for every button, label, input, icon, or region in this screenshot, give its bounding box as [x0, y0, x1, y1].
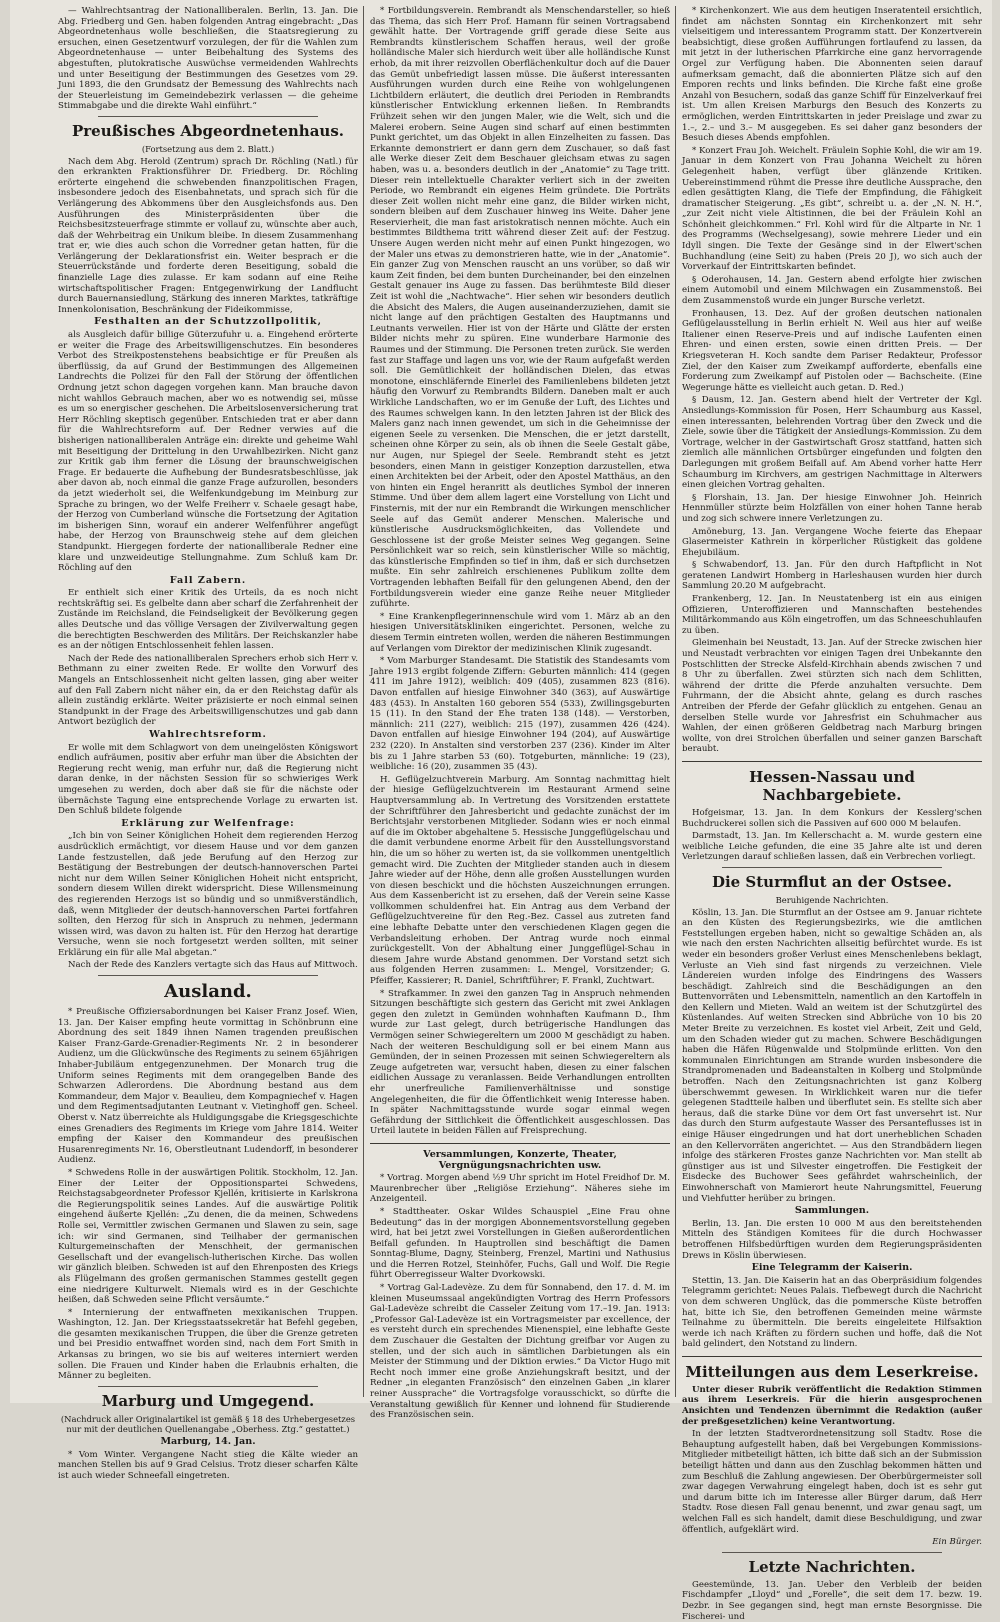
article-paragraph: Darmstadt, 13. Jan. Im Kellerschacht a. M. wurde gestern eine weibliche Leiche gefunden, die eine 35 Jahre alte ist und deren Verletzungen darauf schließen lassen, daß ein Verbrechen vorliegt.	[682, 831, 982, 863]
article-paragraph: * Preußische Offiziersabordnungen bei Kaiser Franz Josef. Wien, 13. Jan. Der Kaiser empfing heute vormittag in Schönbrunn eine Abordnung des seit 1849 ihnen Namen tragenden preußischen Kaiser Franz-Garde-Grenadier-Regiments Nr. 2 in besonderer Audienz, um die Glückwünsche des Regiments zu seinem 65jährigen Inhaber-Jubiläum entgegenzunehmen. Der Monarch trug die Uniform seines Regiments mit dem orangegelben Bande des Schwarzen Adlerordens. Die Abordnung bestand aus dem Kommandeur, dem Major v. Beaulieu, dem Kompagniechef v. Hagen und dem Regimentsadjutanten Leutnant v. Vietinghoff gen. Scheel. Oberst v. Natz überreichte als Huldigungsgabe die Kriegsgeschichte eines Grenadiers des Regiments im Kriege vom Jahre 1814. Weiter empfing der Kaiser den Kommandeur des preußischen Husarenregiments Nr. 16, Oberstleutnant Ludendorff, in besonderer Audienz.	[58, 1007, 358, 1166]
separator	[98, 116, 318, 117]
article-paragraph: Berlin, 13. Jan. Die ersten 10 000 M aus den bereitstehenden Mitteln des Ständigen Komitees für die durch Hochwasser betroffenen Hilfsbedürftigen wurden dem Regierungspräsidenten Drews in Köslin überwiesen.	[682, 1218, 982, 1261]
separator	[370, 1143, 670, 1144]
article-paragraph: Amöneburg, 13. Jan. Vergangene Woche feierte das Ehepaar Glasermeister Kathrein in körperlicher Rüstigkeit das goldene Ehejubiläum.	[682, 526, 982, 558]
separator	[98, 1386, 318, 1387]
article-paragraph: Gleimenhain bei Neustadt, 13. Jan. Auf der Strecke zwischen hier und Neustadt verbrachten vor einigen Tagen drei Unbekannte den Postschlitten der Strecke Alsfeld-Kirchhain abends zwischen 7 und 8 Uhr zu überfallen. Zwei stürzten sich nach dem Schlitten, während der dritte die Pferde anzuhalten versuchte. Dem Fuhrmann, der die Absicht ahnte, gelang es durch rasches Antreiben der Pferde der Gefahr glücklich zu entgehen. Genau an derselben Stelle wurde vor Jahresfrist ein Schuhmacher aus Wahlen, der einen größeren Geldbetrag nach Marburg bringen wollte, von drei Strolchen überfallen und seiner ganzen Barschaft beraubt.	[682, 638, 982, 755]
column-1	[58, 6, 358, 1481]
article-wahlrechtsantrag: — Wahlrechtsantrag der Nationalliberalen. Berlin, 13. Jan. Die Abg. Friedberg und Gen. haben folgenden Antrag eingebracht: „Das Abgeordnetenhaus wolle beschließen, die Staatsregierung zu ersuchen, einen Gesetzentwurf vorzulegen, der für die Wahlen zum Abgeordnetenhause — unter Beibehaltung des Systems des abgestuften, plutokratische Auswüchse vermeidenden Wahlrechts und unter Beseitigung der Bestimmungen des Gesetzes vom 29. Juni 1893, die den Grundsatz der Bemessung des Wahlrechts nach der Steuerleistung im Gemeindebezirk verlassen — die geheime Stimmabgabe und die direkte Wahl einführt.“	[58, 6, 358, 112]
article-paragraph: Nach der Rede des Kanzlers vertagte sich das Haus auf Mittwoch.	[68, 960, 358, 971]
section-subheading: Beruhigende Nachrichten.	[775, 894, 889, 905]
inline-heading: Sammlungen.	[794, 1205, 870, 1217]
section-subheading: (Nachdruck aller Originalartikel ist gemäß § 18 des Urhebergesetzes nur mit der deutlichen Quellenangabe „Oberhess. Ztg.“ gestattet.)	[60, 1413, 356, 1435]
article-paragraph: § Florshain, 13. Jan. Der hiesige Einwohner Joh. Heinrich Hennmüller stürzte beim Holzfällen von einer hohen Tanne herab und zog sich schwere innere Verletzungen zu.	[682, 492, 982, 524]
article-paragraph: § Oderohausen, 14. Jan. Gestern abend erfolgte hier zwischen einem Automobil und einem Milchwagen ein Zusammenstoß. Bei dem Zusammenstoß wurde ein junger Bursche verletzt.	[682, 274, 982, 307]
inline-heading: Erklärung zur Welfenfrage:	[121, 817, 295, 829]
article-paragraph: Köslin, 13. Jan. Die Sturmflut an der Ostsee am 9. Januar richtete an den Küsten des Regierungsbezirks, wie die amtlichen Feststellungen ergeben haben, nicht so gewaltige Schäden an, als wie nach den ersten Nachrichten allseitig befürchtet wurde. Es ist weder ein besonders großer Verlust eines Menschenlebens beklagt, Verluste an Vieh sind fast nirgends zu verzeichnen. Viele Ländereien wurden infolge des Eindringens des Wassers beschädigt. Zahlreich sind die Beschädigungen an den Buttenvorräten und Lebensmitteln, namentlich an den Kartoffeln in den Kellern und Mieten. Wald an weitem ist der Schutzgürtel des Küstenlandes. Auf weiten Strecken sind Abbrüche von 10 bis 20 Meter Breite zu verzeichnen. Es kostet viel Arbeit, Zeit und Geld, um den Schaden wieder gut zu machen. Schwere Beschädigungen haben die Häfen Rügenwalde und Stolpmünde erlitten. Von den kommunalen Einrichtungen am Strande wurden insbesondere die Strandpromenaden und Badeanstalten in Kolberg und Stolpmünde betroffen. Nach den Zeitungsnachrichten ist ganz Kolberg überschwemmt gewesen. In Wirklichkeit waren nur die tiefer gelegenen Stadtteile halben und überflutet sein. Es stellte sich aber heraus, daß die starke Düne vor dem Ort fast unversehrt ist. Nur das durch den Sturm aufgestaute Wasser des Persanteflusses ist in einige Häuser eingedrungen und hat dort unerheblichen Schaden an den Kellervorräten angerichtet. — Aus den Strandbädern liegen infolge des stärkeren Frostes ganze Nachrichten vor. Man stellt ab günstiger aus ist und Silvester eingetroffen. Die Festigkeit der Eisdecke des Buchower Sees gefährdet wahrscheinlich, der Einwohnerschaft von Mamierort heute Nahrungsmittel, Feuerung und Viehfutter herüber zu bringen.	[682, 907, 982, 1204]
inline-heading: Wahlrechtsreform.	[149, 729, 267, 740]
separator	[98, 975, 318, 976]
article-paragraph: Nach der Rede des nationalliberalen Sprechers erhob sich Herr v. Bethmann zu einer zweiten Rede. Er wollte den Vorwurf des Mangels an Entschlossenheit nicht gelten lassen, ging aber weiter auf den Fall Zabern nicht näher ein, da er den Reichstag dafür als allein zuständig erklärte. Weiter präzisierte er noch einmal seinen Standpunkt in der Frage des Arbeitswilligenschutzes und gab dann Antwort bezüglich der	[58, 653, 358, 728]
section-subheading: (Fortsetzung aus dem 2. Blatt.)	[141, 143, 275, 154]
section-heading-letzte-nachrichten: Letzte Nachrichten.	[748, 1557, 916, 1576]
article-paragraph: Hofgeismar, 13. Jan. In dem Konkurs der Kesslerg'schen Buchdruckerei sollen sich die Passiven auf 600 000 M belaufen.	[682, 807, 982, 829]
article-paragraph: H. Geflügelzuchtverein Marburg. Am Sonntag nachmittag hielt der hiesige Geflügelzuchtverein im Restaurant Armend seine Hauptversammlung ab. In Vertretung des Vorsitzenden erstattete der Schriftführer den Jahresbericht und gedachte zunächst der im Berichtsjahr verstorbenen Mitglieder. Sodann wies er noch einmal auf die im Oktober abgehaltene 5. Hessische Junggeflügelschau und die damit verbundene enorme Arbeit für den Ausstellungsvorstand hin, die um so höher zu werten ist, da sie vollkommen unentgeltlich gemacht wird. Die Zuchten der Mitglieder standen auch in diesem Jahre wieder auf der Höhe, denn alle großen Ausstellungen wurden von diesen beschickt und die höchsten Auszeichnungen errungen. Aus dem Kassenbericht ist zu ersehen, daß der Verein seine Kasse vollkommen schuldenfrei hat. Ein Antrag aus dem Verband der Geflügelzuchtvereine für den Reg.-Bez. Cassel aus zutreten fand eine lebhafte Debatte unter den verschiedenen Klagen gegen die Verbandsleitung erhoben. Der Antrag wurde noch einmal zurückgestellt. Von der Abhaltung einer Junggeflügel-Schau in diesem Jahre wurde Abstand genommen. Der Vorstand setzt sich aus folgenden Herren zusammen: L. Mengel, Vorsitzender; G. Pfeiffer, Kassierer; R. Daniel, Schriftführer; F. Frankl, Zuchtwart.	[370, 774, 670, 987]
separator	[722, 867, 942, 868]
signature: Ein Bürger.	[932, 1537, 982, 1548]
article-paragraph: * Konzert Frau Joh. Weichelt. Fräulein Sophie Kohl, die wir am 19. Januar in dem Konzert von Frau Johanna Weichelt zu hören Gelegenheit haben, verfügt über glänzende Kritiken. Uebereinstimmend rühmt die Presse ihre deutliche Aussprache, den edlen gesättigten Klang, die Tiefe der Empfindung, die Fähigkeit dramatischer Steigerung. „Es gibt“, schreibt u. a. der „N. N. H.“, „zur Zeit nicht viele Altistinnen, die bei der Fräulein Kohl an Schönheit gleichkommen.“ Frl. Kohl wird für die Altparte in Nr. 1 des Programms (Wechselgesang), sowie mehrere Lieder und ein Idyll singen. Die Texte der Gesänge sind in der Elwert'schen Buchhandlung (eine Seit) zu haben (Preis 20 J), wo sich auch der Vorverkauf der Eintrittskarten befindet.	[682, 145, 983, 273]
section-heading-hessen-nassau: Hessen-Nassau und Nachbargebiete.	[749, 767, 915, 804]
article-paragraph: * Vom Winter. Vergangene Nacht stieg die Kälte wieder an manchen Stellen bis auf 9 Grad Celsius. Trotz dieser scharfen Kälte ist auch wieder Schneefall eingetreten.	[58, 1449, 358, 1481]
newspaper-page	[10, 0, 992, 1622]
section-heading-sturmflut: Die Sturmflut an der Ostsee.	[711, 872, 953, 891]
article-paragraph: * Vortrag Gal-Ladevèze. Zu dem für Sonnabend, den 17. d. M. im kleinen Museumssaal angekündigten Vortrag des Herrn Professors Gal-Ladevèze schreibt die Casseler Zeitung vom 17.–19. Jan. 1913: „Professor Gal-Ladevèze ist ein Vortragsmeister par excellence, der es versteht durch ein sprechendes Mienenspiel, eine lebhafte Geste dem Zuschauer die Gestalten der Dichtung greifbar vor Augen zu stellen, und der sich auch in sämtlichen Darbietungen als ein Meister der Stimmung und der Diktion erwies.“ Da Victor Hugo mit Recht noch immer eine große Anziehungskraft besitzt, und der Redner „in eleganten Französisch“ den einzelnen Gaben „in klarer reiner Aussprache“ die Vortragsfolge vorausschickt, so dürfte die Veranstaltung gewißlich für Kenner und lohnend für Studierende des Französischen sein.	[370, 1283, 670, 1421]
article-kirchenkonzert: * Kirchenkonzert. Wie aus dem heutigen Inseratenteil ersichtlich, findet am nächsten Sonntag ein Kirchenkonzert mit sehr vielseitigem und interessantem Programm statt. Der Konzertverein beabsichtigt, diese großen Aufführungen fortlaufend zu lassen, da mit jetzt in der lutherischen Pfarrkirche eine ganz hervorragende Orgel zur Verfügung haben. Die Abonnenten seien darauf aufmerksam gemacht, daß die abonnierten Plätze sich auf den Emporen rechts und links befinden. Die Kirche faßt eine große Anzahl von Besuchern, sodaß das ganze Schiff für Einzelverkauf frei ist. Um allen Kreisen Marburgs den Besuch des Konzerts zu ermöglichen, werden Eintrittskarten in jeder Preislage und zwar zu 1.–, 2.– und 3.– M ausgegeben. Es sei daher ganz besonders der Besuch dieses Abends empfohlen.	[682, 6, 982, 144]
article-paragraph: Frankenberg, 12. Jan. In Neustatenberg ist ein aus einigen Offizieren, Unteroffizieren und Mannschaften bestehendes Militärkommando aus Köln eingetroffen, um das Schneeschuhlaufen zu üben.	[682, 594, 982, 636]
column-rule	[363, 6, 364, 1397]
section-heading-leserkreise: Mitteilungen aus dem Leserkreise.	[685, 1362, 979, 1381]
separator	[682, 761, 982, 762]
section-heading-versammlungen: Versammlungen, Konzerte, Theater, Vergnügungsnachrichten usw.	[423, 1148, 617, 1171]
column-rule	[675, 6, 676, 1397]
article-fortbildungsverein: * Fortbildungsverein. Rembrandt als Menschendarsteller, so hieß das Thema, das sich Herr Prof. Hamann für seinen Vortragsabend gewählt hatte. Der Vortragende griff gerade diese Seite aus Rembrandts künstlerischem Schaffen heraus, weil der große holländische Maler sich hierdurch weit über alle holländische Kunst erhob, da mit ihrer reizvollen Oberflächenkultur doch auf die Dauer das Gemüt unbefriedigt lassen müsse. Die äußerst interessanten Ausführungen wurden durch eine Reihe von wohlgelungenen Lichtbildern erläutert, die deutlich drei Perioden in Rembrandts künstlerischer Entwicklung erkennen ließen. In Rembrandts Frühzeit sehen wir den jungen Maler, wie die Welt, sich und die Malerei erobern. Seine Augen sind scharf auf einen bestimmten Punkt gerichtet, um das Objekt in allen Einzelheiten zu fassen. Das Erkannte demonstriert er dann gern dem Zuschauer, so daß fast alle Werke dieser Zeit dem Beschauer gleichsam etwas zu sagen haben, was u. a. besonders deutlich in der „Anatomie“ zu Tage tritt. Dieser rein intellektuelle Charakter verliert sich in der zweiten Periode, wo Rembrandt ein eigenes Heim gründete. Die Porträts dieser Zeit wollen nicht mehr eine ganz, die Bilder wirken nicht, sondern bleiben auf dem Zuschauer hinweg ins Weite. Daher jene Reservierheit, die man fast aristokratisch nennen möchte. Auch ein bestimmtes Bildthema tritt während dieser Zeit auf: der Festzug. Unsere Augen werden nicht mehr auf einen Punkt hingezogen, wo der Maler uns etwas zu demonstrieren hatte, wie in der „Anatomie“. Ein ganzer Zug von Menschen rauscht an uns vorüber, so daß wir kaum Zeit finden, bei dem bunten Durcheinander, bei den einzelnen Gestalt genauer ins Auge zu fassen. Das berühmteste Bild dieser Zeit ist wohl die „Nachtwache“. Hier sehen wir besonders deutlich die Absicht des Malers, die Augen auseinanderzuziehen, damit sie nicht lange auf den prächtigen Gestalten des Hauptmanns und Leutnants verweilen. Hier ist von der Härte und Glätte der ersten Bilder nichts mehr zu spüren. Eine wunderbare Harmonie des Raumes und der Stimmung. Die Personen treten zurück. Sie werden fast zur Staffage und lagen uns vor, wie der Raum aufgefaßt werden soll. Die Gemütlichkeit der holländischen Dielen, das etwas monotone, einschläfernde Einerlei des Familienlebens bildeten jetzt häufig den Vorwurf zu Rembrandts Bildern. Daneben malt er auch Wirkliche Landschaften, wo er im Genuße der Luft, des Lichtes und des Raumes schwelgen kann. In den letzten Jahren ist der Blick des Malers ganz nach innen gewendet, um sich in die Geheimnisse der eigenen Seele zu versenken. Die Menschen, die er jetzt darstellt, scheinen ohne Körper zu sein, als ob ihnen die Seele Gestalt gäbe, nur Augen, nur Spiegel der Seele. Rembrandt steht es jetzt besonders, einen Mann in geistiger Konzeption darzustellen, etwa einen Architekten bei der Arbeit, oder den Apostel Matthäus, an den von hinten ein Engel heranritt als deutliches Symbol der inneren Stimme. Und über dem allem lagert eine Vorstellung von Licht und Finsternis, mit der nur ein Rembrandt die Wirkungen menschlicher Seele auf das Gemüt anderer Menschen. Malerische und künstlerische Ausdrucksmöglichkeiten, das Vollendete und Geschlossene ist der große Meister seines Weg gegangen. Seine Persönlichkeit war so reich, sein künstlerischer Wille so mächtig, das künstlerische Empfinden so tief in ihm, daß er sich durchsetzen mußte. Ein sehr zahlreich erschienenes Publikum zollte dem Vortragenden lebhaften Beifall für den gelungenen Abend, den der Fortbildungsverein wieder eine ganze Reihe neuer Mitglieder zuführte.	[370, 6, 670, 610]
article-paragraph: Er enthielt sich einer Kritik des Urteils, da es noch nicht rechtskräftig sei. Es gelbelte dann aber scharf die Zerfahrenheit der Zustände im Reichsland, die Feindseligkeit der Bevölkerung gegen alles Deutsche und das völlige Versagen der Zivilverwaltung gegen die berechtigten Beschwerden des Militärs. Der Reichskanzler habe es an der nötigen Entschlossenheit fehlen lassen.	[58, 588, 358, 652]
article-paragraph: „Ich bin von Seiner Königlichen Hoheit dem regierenden Herzog ausdrücklich ermächtigt, vor diesem Hause und vor dem ganzen Lande festzustellen, daß jede Berufung auf den Herzog zur Bestätigung der Bestrebungen der deutsch-hannoverschen Partei nicht nur dem Willen Seiner Königlichen Hoheit nicht entspricht, sondern diesem Willen direkt widerspricht. Diese Willensmeinung des regierenden Herzogs ist so bündig und so unmißverständlich, daß, wenn Mitglieder der deutsch-hannoverschen Partei fortfahren sollten, den Herzog für sich in Anspruch zu nehmen, jedermann wissen wird, was davon zu halten ist. Für den Herzog hat derartige Versuche, wenn sie noch fortgesetzt werden sollten, mit seiner Erklärung ein für alle Mal abgetan.“	[58, 831, 358, 958]
inline-heading: Fall Zabern.	[169, 574, 247, 586]
separator	[682, 1356, 982, 1357]
article-paragraph: Stettin, 13. Jan. Die Kaiserin hat an das Oberpräsidium folgendes Telegramm gerichtet: Neues Palais. Tiefbewegt durch die Nachricht von dem schweren Unglück, das die pommersche Küste betroffen hat, bitte ich Sie, den betroffenen Gemeinden meine wärmste Teilnahme zu übermitteln. Die bereits eingeleitete Hilfsaktion werde ich nach Kräften zu fördern suchen und hoffe, daß die Not bald gelindert, den Notstand zu lindern.	[682, 1275, 982, 1350]
article-paragraph: Er wolle mit dem Schlagwort von dem uneingelösten Königswort endlich aufräumen, positiv aber erfuhr man über die Absichten der Regierung recht wenig, man erfuhr nur, daß die Regierung nicht daran denke, in der nächsten Session für so schwieriges Werk umgesehen zu werden, doch aber daß sie für die nächste oder übernächste Tagung eine entsprechende Vorlage zu erwarten ist. Den Schluß bildete folgende	[58, 742, 358, 817]
column-3	[682, 6, 983, 1622]
article-standesamt: * Vom Marburger Standesamt. Die Statistik des Standesamts vom Jahre 1913 ergibt folgende Ziffern: Geburten männlich: 414 (gegen 411 im Jahre 1912), weiblich: 409 (405), zusammen 823 (816). Davon entfallen auf hiesige Einwohner 340 (363), auf Auswärtige 483 (453). In Anstalten 160 geboren 554 (533), Zwillingsgeburten 15 (11). In den Stand der Ehe traten 138 (148). — Verstorben, männlich: 211 (227), weiblich: 215 (197), zusammen 426 (424). Davon entfallen auf hiesige Einwohner 194 (204), auf Auswärtige 232 (220). In Anstalten sind verstorben 237 (236). Kinder im Alter bis zu 1 Jahre starben 53 (60). Totgeburten, männliche: 19 (23), weibliche: 16 (20), zusammen 35 (43).	[370, 656, 670, 773]
article-paragraph: Geestemünde, 13. Jan. Ueber den Verbleib der beiden Fischdampfer „Lloyd“ und „Forelle“, die seit dem 17. bezw. 19. Dezbr. in See gegangen sind, hegt man ernste Besorgnisse. Die Fischerei- und	[682, 1579, 982, 1622]
section-heading-ausland: Ausland.	[164, 981, 252, 1003]
section-heading-abgeordnetenhaus: Preußisches Abgeordnetenhaus.	[72, 121, 344, 140]
article-strafkammer: * Strafkammer. In zwei den ganzen Tag in Anspruch nehmenden Sitzungen beschäftigte sich gestern das Gericht mit zwei Anklagen gegen den zuletzt in Gemünden wohnhaften Kaufmann D., Ihm wurde zur Last gelegt, durch betrügerische Handlungen das Vermögen seiner Schwiegereltern um 2000 M geschädigt zu haben. Nach der weiteren Beschuldigung soll er bei einem Mann aus Gemünden, der in seinen Prozessen mit seinen Schwiegereltern als Zeuge aufgetreten war, versucht haben, diesen zu einer falschen eidlichen Aussage zu veranlassen. Beide Verhandlungen entrollten ehr unerfreuliche Familienverhältnisse und sonstige Angelegenheiten, die für die Öffentlichkeit wenig Interesse haben. In später Nachmittagsstunde wurde sogar einmal wegen Gefährdung der Sittlichkeit die Öffentlichkeit ausgeschlossen. Das Urteil lautete in beiden Fällen auf Freisprechung.	[370, 988, 670, 1137]
inline-heading: Eine Telegramm der Kaiserin.	[751, 1262, 913, 1274]
article-paragraph: § Schwabendorf, 13. Jan. Für den durch Haftpflicht in Not geratenen Landwirt Homberg in Harleshausen wurden hier durch Sammlung 20.20 M aufgebracht.	[682, 560, 982, 592]
article-paragraph: In der letzten Stadtverordnetensitzung soll Stadtv. Rose die Behauptung aufgestellt haben, daß bei Vergebungen Kommissions-Mitglieder mitbeteiligt hätten, ich bitte daß sich an der Submission beteiligt hätten und dann aus den Zuschlag bekommen hätten und zum Beschluß die Zahlung angewiesen. Der Oberbürgermeister soll zwar dagegen Verwahrung eingelegt haben, doch ist es sehr gut und darum bitte ich im Interesse aller Bürger darum, daß Herr Stadtv. Rose diesen Fall genau benennt, und zwar genau sagt, um welchen Fall es sich handelt, damit diese Beschuldigung, und zwar öffentlich, aufgeklärt wird.	[682, 1429, 982, 1535]
article-paragraph: * Eine Krankenpflegerinnenschule wird vom 1. März ab an den hiesigen Universitätskliniken eingerichtet. Personen, welche zu diesem Termin eintreten wollen, werden die näheren Bestimmungen auf Verlangen vom Direktor der medizinischen Klinik zugesandt.	[370, 611, 670, 654]
article-paragraph: Unter dieser Rubrik veröffentlicht die Redaktion Stimmen aus ihrem Leserkreis. Für die hierin ausgesprochenen Ansichten und Tendenzen übernimmt die Redaktion (außer der preßgesetzlichen) keine Verantwortung.	[682, 1384, 982, 1427]
section-heading-marburg: Marburg und Umgegend.	[101, 1391, 315, 1410]
article-paragraph: Fronhausen, 13. Dez. Auf der großen deutschen nationalen Geflügelausstellung in Berlin erhielt N. Weil aus hier auf weiße Italiener einen Reserve-Preis und auf indische Laufenten einen Ehren- und einen ersten, sowie einen dritten Preis. — Der Kriegsveteran H. Koch sandte dem Pariser Redakteur, Professor Ziel, der den Kaiser zum Zweikampf aufforderte, ebenfalls eine Forderung zum Zweikampf auf Pistolen oder — Bachscheite. (Eine Wegerunge hätte es vielleicht auch getan. D. Red.)	[682, 308, 982, 393]
article-paragraph: * Internierung der entwaffneten mexikanischen Truppen. Washington, 12. Jan. Der Kriegsstaatssekretär hat Befehl gegeben, die gesamten mexikanischen Truppen, die über die Grenze getreten und bei Presidio entwaffnet worden sind, nach dem Fort Smith in Arkansas zu bringen, wo sie bis auf weiteres interniert werden sollen. Die Frauen und Kinder haben die Erlaubnis erhalten, die Männer zu begleiten.	[58, 1307, 358, 1382]
article-paragraph: als Ausgleich dafür billige Güterzufuhr u. a. Eingehend erörterte er weiter die Frage des Arbeitswilligenschutzes. Ein besonderes Verbot des Streikpostenstehens beabsichtige er für Preußen als überflüssig, da auf Grund der Bestimmungen des Allgemeinen Landrechts die Polizei für den Fall der Störung der öffentlichen Ordnung jetzt schon dagegen vorgehen kann. Man brauche davon nicht wahllos Gebrauch machen, aber wo es notwendig sei, müsse es um so energischer geschehen. Die Arbeitslosenversicherung trat Herr Röchling skeptisch gegenüber. Entschieden trat er aber dann für die Wahlrechtsreform auf. Der Redner verwies auf die bisherigen nationalliberalen Anträge ein: direkte und geheime Wahl mit Beseitigung der Drittelung in den Urwahlbezirken. Nicht ganz zur Kritik gab ihm ferner die Lösung der braunschweigischen Frage. Er bedauerte die Aufhebung der Bundesratsbeschlüsse, jak aber davon ab, noch einmal die ganze Frage aufzurollen, besonders da jetzt wiederholt sei, die Welfenkundgebung im Meinburg zur Sprache zu bringen, wo der Welfe Freiherr v. Schaele gesagt habe, der Herzog von Cumberland wünsche die Fortsetzung der Agitation im bisherigen Sinn, worauf ein anderer Welfenführer angefügt habe, der Herzog von Braunschweig stehe auf dem gleichen Standpunkt. Hiergegen forderte der nationalliberale Redner eine klare und unzweideutige Stellungnahme. Zum Schluß kam Dr. Röchling auf den	[58, 330, 358, 574]
article-paragraph: * Vortrag. Morgen abend ½9 Uhr spricht im Hotel Freidhof Dr. M. Maurenbrecher über „Religiöse Erziehung“. Näheres siehe im Anzeigenteil.	[370, 1173, 670, 1205]
dateline: Marburg, 14. Jan.	[160, 1436, 256, 1448]
article-paragraph: * Schwedens Rolle in der auswärtigen Politik. Stockholm, 12. Jan. Einer der Leiter der Oppositionspartei Schwedens, Reichstagsabgeordneter Professor Kjellén, kritisierte in Karlskrona die Regierungspolitik seines Landes. Auf die auswärtige Politik eingehend äußerte Kjellén: „Zu denen, die da meinen, Schwedens Rolle sei, Vermittler zwischen Germanen und Slawen zu sein, sage ich: wir sind Germanen, sind Teilhaber der germanischen Kulturgemeinschaften der Menschheit, der germanischen Gesellschaft und der evangelisch-lutherischen Kirche. Das wollen wir gänzlich bleiben. Schweden ist auf den Ehrenposten des Kriegs als Flügelmann des großen germanischen Stammes gestellt gegen eine niedrigere Kulturwelt. Niemals wird es in der Geschichte heißen, daß Schweden seine Pflicht versäumte.“	[58, 1167, 358, 1306]
article-stadttheater: * Stadttheater. Oskar Wildes Schauspiel „Eine Frau ohne Bedeutung“ das in der morgigen Abonnementsvorstellung gegeben wird, hat bei jetzt zwei Vorstellungen in Gießen außerordentlichen Beifall gefunden. In Hauptrollen sind beschäftigt die Damen Sonntag-Blume, Dagny, Steinberg, Frenzel, Martini und Nathusius und die Herren Rotzel, Steinhöfer, Fuchs, Gall und Wolf. Die Regie führt Oberregisseur Walter Dvorkowski.	[370, 1206, 670, 1281]
article-paragraph: § Dausm, 12. Jan. Gestern abend hielt der Vertreter der Kgl. Ansiedlungs-Kommission für Posen, Herr Schaumburg aus Kassel, einen interessanten, belehrenden Vortrag über den Zweck und die Ziele, sowie über die Tätigkeit der Ansiedlungs-Kommission. Zu dem Vortrage, welcher in der Gastwirtschaft Grosz stattfand, hatten sich ziemlich alle männlichen Ortsbürger eingefunden und folgten den Darlegungen mit großem Beifall auf. Am Abend vorher hatte Herr Schaumburg im Kirchvers, am gestrigen Nachmittage in Alterwers einen gleichen Vortrag gehalten.	[682, 395, 982, 491]
article-paragraph: Nach dem Abg. Herold (Zentrum) sprach Dr. Röchling (Natl.) für den erkrankten Fraktionsführer Dr. Friedberg. Dr. Röchling erörterte eingehend die schwebenden finanzpolitischen Fragen, insbesondere jedoch des Eisenbahnetats, und sprach sich für die Verlängerung des Abkommens über den Ausgleichsfonds aus. Den Ausführungen des Ministerpräsidenten über die Reichsbesitzsteuerfrage stimmte er vollauf zu, wünschte aber auch, daß der Wehrbeitrag ein Unikum bleibe. In diesem Zusammenhang trat er, wie dies auch schon die Vorredner getan hatten, für die Verlängerung der Deklarationsfrist ein. Weiter besprach er die Steuerrückstände und forderte deren Beseitigung, sobald die finanzielle Lage dies zulasse. Er kam sodann auf eine Reihe wirtschaftspolitischer Fragen: Entgegenwirkung der Landflucht durch Bauernansiedlung, Stärkung des inneren Marktes, tatkräftige Innenkolonisation, Beschränkung der Fideikommisse,	[58, 156, 358, 315]
inline-heading: Festhalten an der Schutzzollpolitik,	[94, 316, 322, 328]
separator	[722, 1552, 942, 1553]
column-2	[370, 6, 670, 1421]
